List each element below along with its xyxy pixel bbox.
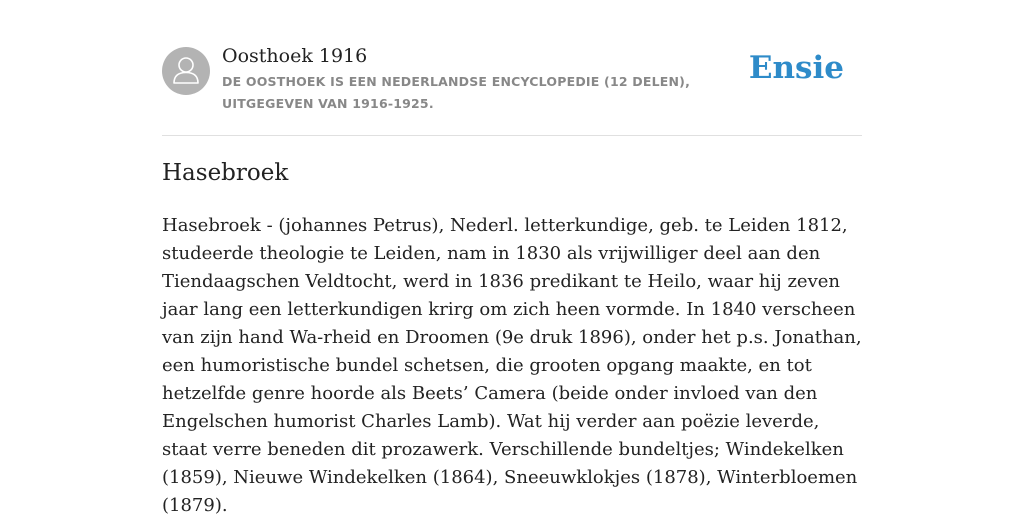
source-header: [162, 0, 862, 136]
source-name[interactable]: Oosthoek 1916: [222, 45, 368, 67]
article-title: Hasebroek: [162, 160, 289, 186]
source-description: DE OOSTHOEK IS EEN NEDERLANDSE ENCYCLOPEDIE (12 DELEN), UITGEGEVEN VAN 1916-1925.: [222, 74, 691, 111]
source-avatar[interactable]: [162, 47, 210, 95]
article-body: Hasebroek - (johannes Petrus), Nederl. letterkundige, geb. te Leiden 1812, studeerde theologie te Leiden, nam in 1830 als vrijwilliger deel aan den Tiendaagschen Veldtocht, werd in 1836 predikant te Heilo, waar hij zeven jaar lang een letterkundigen krirg om zich heen vormde. In 1840 verscheen van zijn hand Wa-rheid en Droomen (9e druk 1896), onder het p.s. Jonathan, een humoristische bundel schetsen, die grooten opgang maakte, en tot hetzelfde genre hoorde als Beets’ Camera (beide onder invloed van den Engelschen humorist Charles Lamb). Wat hij verder aan poëzie leverde, staat verre beneden dit prozawerk. Verschillende bundeltjes; Windekelken (1859), Nieuwe Windekelken (1864), Sneeuwklokjes (1878), Winterbloemen (1879).: [162, 215, 862, 516]
page-container: [162, 0, 862, 516]
ensie-logo[interactable]: Ensie: [748, 50, 844, 86]
user-icon: [162, 47, 210, 95]
